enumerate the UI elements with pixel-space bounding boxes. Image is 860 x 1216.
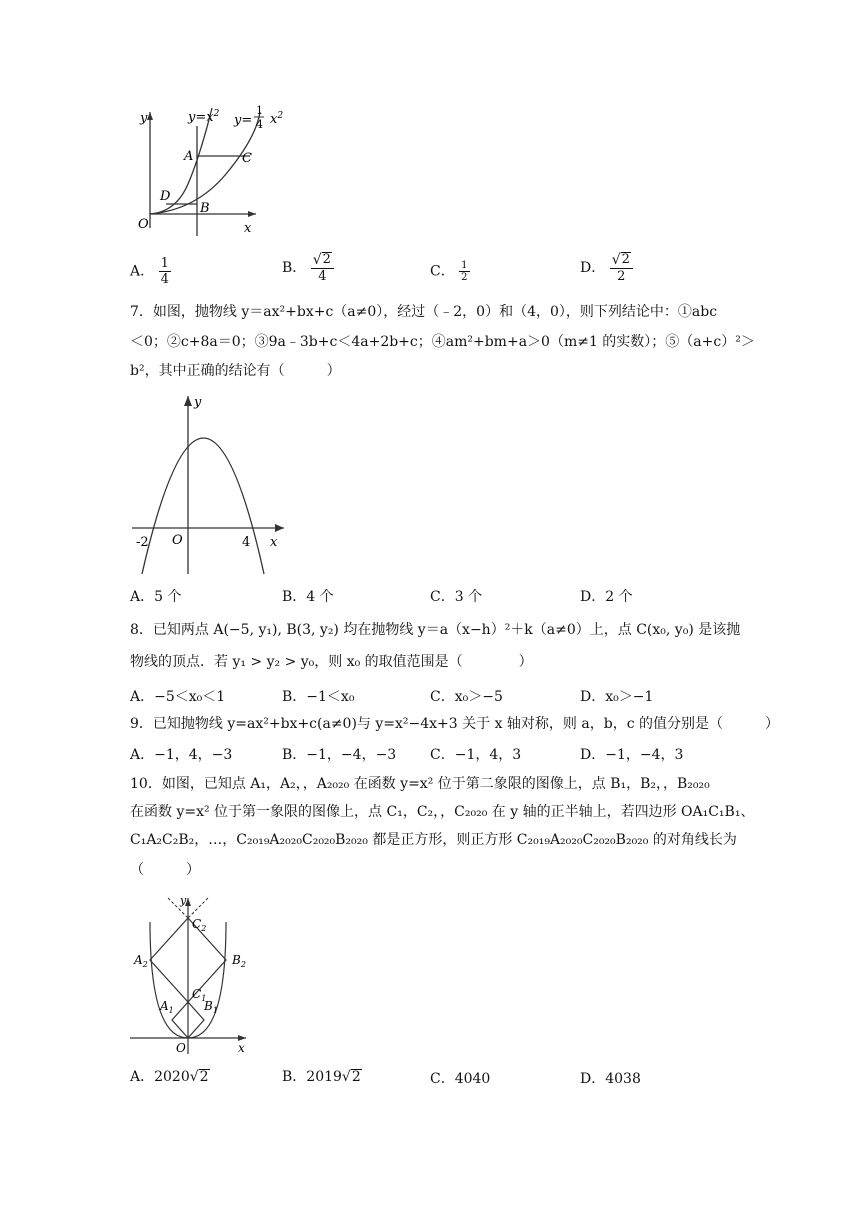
q7-option-b[interactable]: B．4 个 <box>282 589 334 605</box>
fig6-point-b: B <box>200 201 210 216</box>
fig6-y-label: y <box>140 111 148 126</box>
q10-option-a-sqrt: √ 2 <box>189 1069 209 1085</box>
q6-option-c[interactable]: C． $\frac{1}{2}$ <box>430 260 468 283</box>
q8-option-c[interactable]: C．x₀＞−5 <box>430 689 503 705</box>
q7-option-c[interactable]: C．3 个 <box>430 589 483 605</box>
q10-fig-x-label: x <box>238 1041 245 1055</box>
q10-line-1: 10．如图，已知点 A₁，A₂，，A₂₀₂₀ 在函数 y=x² 位于第二象限的图像上，点 B₁，B₂，，B₂₀₂₀ <box>130 776 710 792</box>
fig6-point-d: D <box>160 189 171 204</box>
q10-fig-c2-label: $C_2$ <box>192 917 207 933</box>
q10-fig-origin-label: O <box>176 1041 186 1055</box>
q7-line-3: b²，其中正确的结论有（ ） <box>130 363 341 379</box>
q6-option-a-fraction: $\frac{1}{4}$ <box>160 256 169 287</box>
q7-fig-4-label: 4 <box>242 535 251 550</box>
q10-line-3: C₁A₂C₂B₂，…，C₂₀₁₉A₂₀₂₀C₂₀₂₀B₂₀₂₀ 都是正方形，则正方形 C₂₀₁₉A₂₀₂₀C₂₀₂₀B₂₀₂₀ 的对角线长为 <box>130 832 737 848</box>
fig6-x-label: x <box>244 221 252 236</box>
q9-option-c[interactable]: C．−1，4，3 <box>430 747 522 763</box>
q10-fig-c1-label: $C_1$ <box>192 987 207 1003</box>
q7-fig-minus2-label: -2 <box>136 535 149 550</box>
fig6-curve2-prefix: y= <box>234 113 253 128</box>
q10-option-c[interactable]: C．4040 <box>430 1071 491 1087</box>
q10-fig-b1-label: $B_1$ <box>204 999 218 1015</box>
q7-figure <box>128 392 292 576</box>
q8-option-a[interactable]: A．−5＜x₀＜1 <box>130 689 226 705</box>
q10-fig-a2-label: $A_2$ <box>134 953 148 969</box>
fig6-point-c: C <box>242 151 252 166</box>
q10-option-b-sqrt: √ 2 <box>341 1069 361 1085</box>
q7-fig-origin-label: O <box>172 533 183 548</box>
fig6-curve1-label: $y=x^2$ <box>188 109 220 125</box>
q10-line-4: （ ） <box>130 862 200 878</box>
q7-line-2: ＜0；②c+8a＝0；③9a﹣3b+c＜4a+2b+c；④am²+bm+a＞0（m≠1 的实数）；⑤（a+c）²＞ <box>130 334 755 350</box>
q7-fig-x-label: x <box>270 535 278 550</box>
q8-line-2: 物线的顶点．若 y₁ > y₂ > y₀，则 x₀ 的取值范围是（ ） <box>130 654 533 670</box>
fig6-curve2-den: 4 <box>256 118 263 131</box>
q10-figure <box>128 892 256 1056</box>
q6-figure <box>126 104 296 236</box>
q7-option-d[interactable]: D．2 个 <box>580 589 633 605</box>
q10-fig-a1-label: $A_1$ <box>160 999 174 1015</box>
q9-line-1: 9．已知抛物线 y=ax²+bx+c(a≠0)与 y=x²−4x+3 关于 x 轴对称，则 a，b，c 的值分别是（ ） <box>130 716 779 732</box>
q6-option-b[interactable]: B． √ 2 4 <box>282 252 334 284</box>
q8-option-b[interactable]: B．−1＜x₀ <box>282 689 355 705</box>
q7-option-a[interactable]: A．5 个 <box>130 589 182 605</box>
q10-fig-y-label: y <box>180 894 187 907</box>
q10-option-b[interactable]: B．2019 √ 2 <box>282 1069 361 1085</box>
q6-option-d[interactable]: D． √ 2 2 <box>580 252 633 284</box>
q10-option-d[interactable]: D．4038 <box>580 1071 641 1087</box>
fig6-origin-label: O <box>138 217 149 232</box>
q7-fig-y-label: y <box>194 395 202 410</box>
q6-option-c-fraction: $\frac{1}{2}$ <box>461 260 468 283</box>
q10-fig-b2-label: $B_2$ <box>232 953 246 969</box>
fig6-curve2-var: $x^2$ <box>270 111 284 127</box>
q6-option-a[interactable]: A． $\frac{1}{4}$ <box>130 256 169 287</box>
q10-option-a[interactable]: A．2020 √ 2 <box>130 1069 209 1085</box>
q9-option-b[interactable]: B．−1，−4，−3 <box>282 747 397 763</box>
q10-line-2: 在函数 y=x² 位于第一象限的图像上，点 C₁，C₂，，C₂₀₂₀ 在 y 轴的正半轴上，若四边形 OA₁C₁B₁、 <box>130 804 755 820</box>
q9-option-d[interactable]: D．−1，−4，3 <box>580 747 684 763</box>
q8-line-1: 8．已知两点 A(−5, y₁), B(3, y₂) 均在抛物线 y＝a（x−h）²＋k（a≠0）上，点 C(x₀, y₀) 是该抛 <box>130 622 741 638</box>
q6-option-d-fraction: √ 2 2 <box>610 252 633 284</box>
q6-option-b-fraction: √ 2 4 <box>311 252 334 284</box>
q8-option-d[interactable]: D．x₀＞−1 <box>580 689 654 705</box>
q9-option-a[interactable]: A．−1，4，−3 <box>130 747 233 763</box>
fig6-curve2-num: 1 <box>256 104 263 117</box>
q7-line-1: 7．如图，抛物线 y＝ax²+bx+c（a≠0），经过（﹣2，0）和（4，0），则下列结论中：①abc <box>130 304 718 320</box>
fig6-point-a: A <box>184 149 194 164</box>
